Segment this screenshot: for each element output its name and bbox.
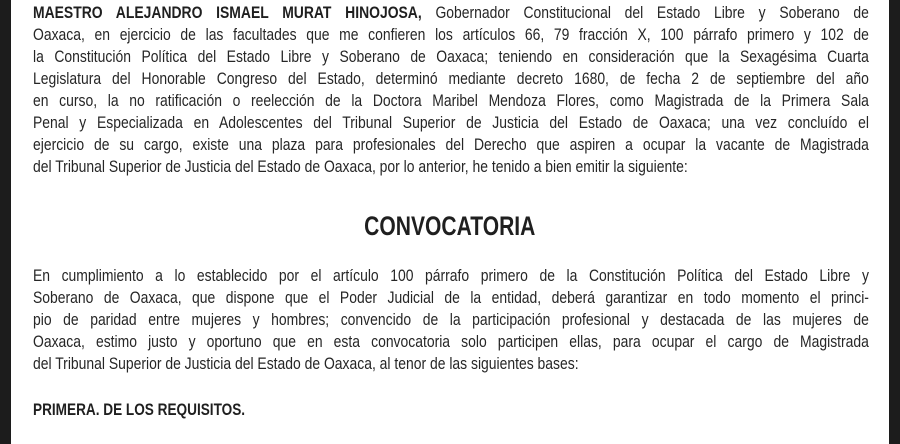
intro-line-1-text: Gobernador Constitucional del Estado Libre y Soberano de <box>421 4 869 22</box>
intro-line-3: la Constitución Política del Estado Libre y Soberano de Oaxaca; teniendo en consideración que la Sexagésima Cuarta <box>33 48 869 66</box>
intro-line-1 <box>33 2 869 24</box>
para2-line-5: del Tribunal Superior de Justicia del Estado de Oaxaca, al tenor de las siguientes bases: <box>33 355 579 373</box>
convocatoria-paragraph <box>33 265 869 375</box>
page-border-right <box>889 0 900 444</box>
intro-line-8: del Tribunal Superior de Justicia del Estado de Oaxaca, por lo anterior, he tenido a bien emitir la siguiente: <box>33 158 688 176</box>
document-title-text: CONVOCATORIA <box>364 211 536 241</box>
intro-line-7: ejercicio de su cargo, existe una plaza para profesionales del Derecho que aspiren a ocupar la vacante de Magistrada <box>33 136 869 154</box>
page-border-left <box>0 0 11 444</box>
intro-line-6: Penal y Especializada en Adolescentes del Tribunal Superior de Justicia del Estado de Oaxaca; una vez concluído el <box>33 114 869 132</box>
para2-line-1: En cumplimiento a lo establecido por el artículo 100 párrafo primero de la Constitución Política del Estado Libre y <box>33 267 869 285</box>
para2-line-4: Oaxaca, estimo justo y oportuno que en esta convocatoria solo participen ellas, para ocupar el cargo de Magistrada <box>33 333 869 351</box>
para2-line-2: Soberano de Oaxaca, que dispone que el Poder Judicial de la entidad, deberá garantizar en todo momento el princi- <box>33 289 869 307</box>
para2-line-3: pio de paridad entre mujeres y hombres; convencido de la participación profesional y destacada de las mujeres de <box>33 311 869 329</box>
intro-line-2: Oaxaca, en ejercicio de las facultades que me confieren los artículos 66, 79 fracción X, 100 párrafo primero y 102 de <box>33 26 869 44</box>
document-title <box>11 209 889 243</box>
intro-line-4: Legislatura del Honorable Congreso del Estado, determinó mediante decreto 1680, de fecha 2 de septiembre del año <box>33 70 869 88</box>
governor-name: MAESTRO ALEJANDRO ISMAEL MURAT HINOJOSA, <box>33 4 422 22</box>
intro-line-5: en curso, la no ratificación o reelección de la Doctora Maribel Mendoza Flores, como Magistrada de la Primera Sala <box>33 92 869 110</box>
intro-paragraph <box>33 2 869 178</box>
document-page <box>11 0 889 444</box>
section-heading-requisitos: PRIMERA. DE LOS REQUISITOS. <box>33 401 246 419</box>
